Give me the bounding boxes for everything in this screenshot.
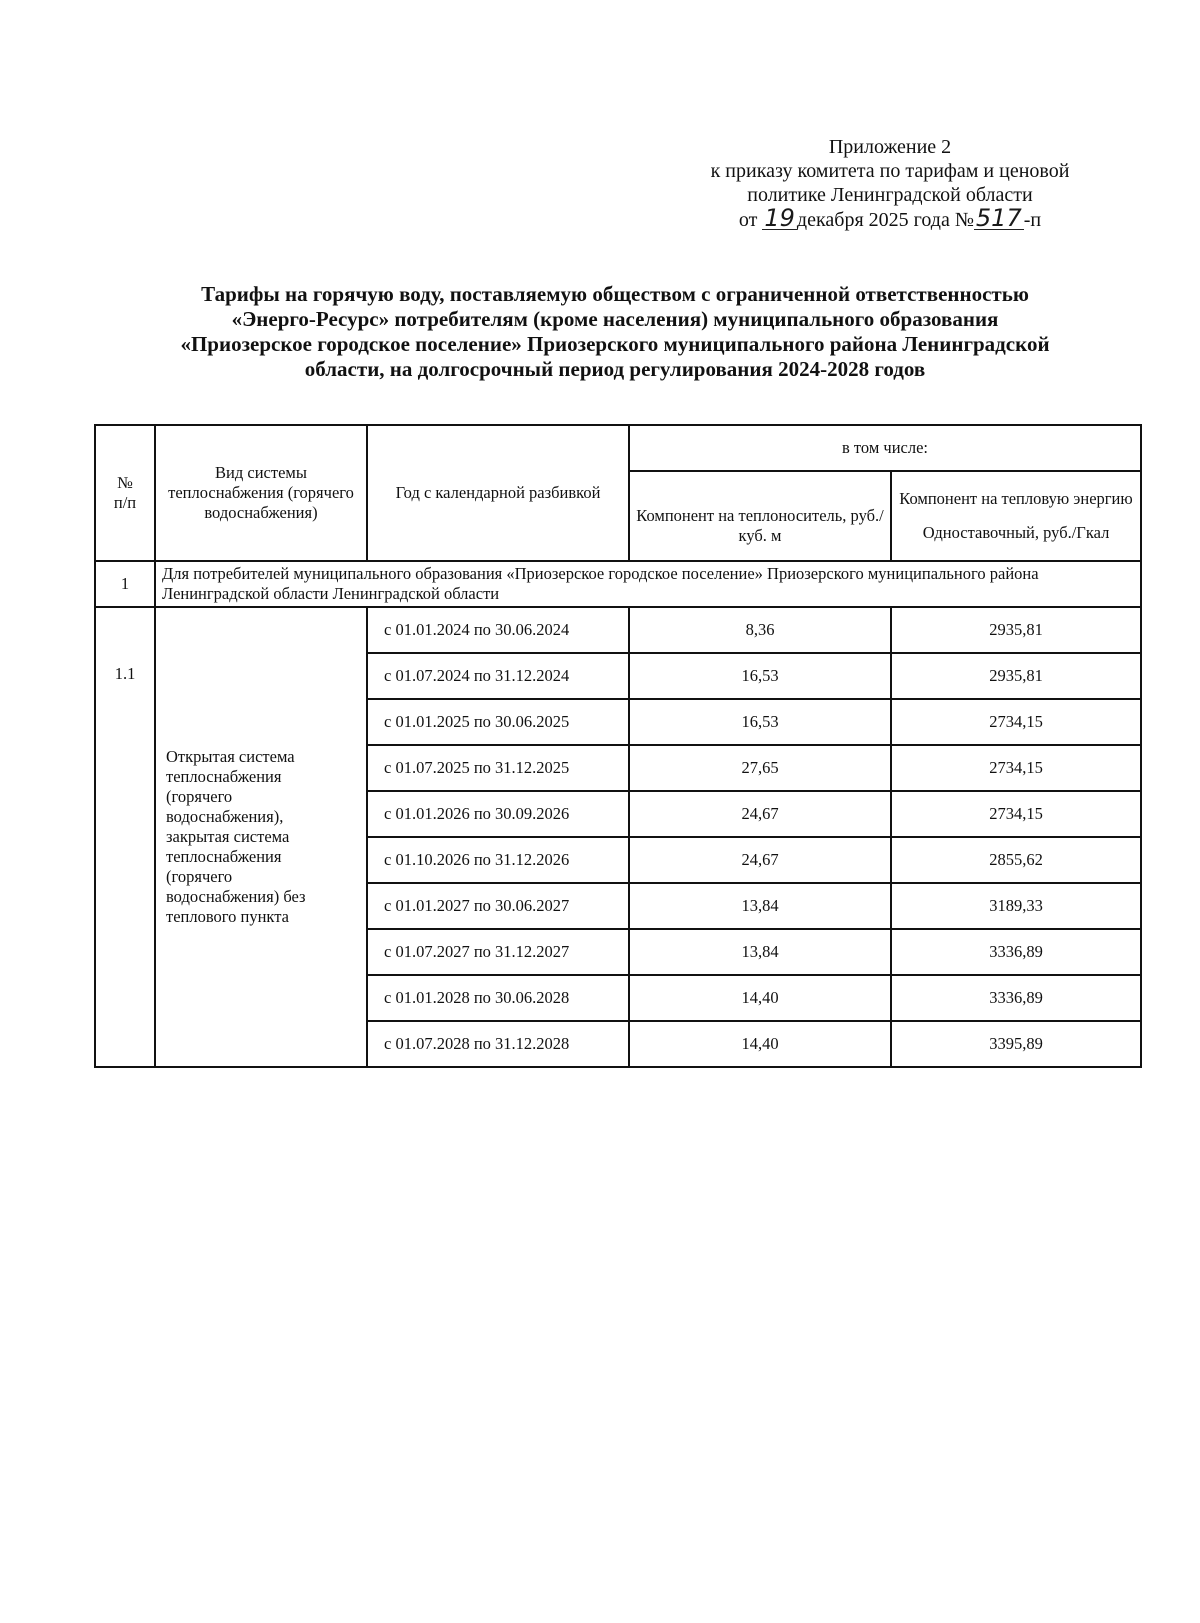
title-line-3: «Приозерское городское поселение» Приозерского муниципального района Ленинградской — [180, 332, 1050, 356]
period-cell: с 01.01.2028 по 30.06.2028 — [367, 975, 629, 1021]
section-row — [95, 561, 1141, 607]
energy-value: 2935,81 — [891, 607, 1141, 653]
tariffs-table — [94, 424, 1142, 1068]
coolant-value: 13,84 — [629, 883, 891, 929]
period-cell: с 01.07.2024 по 31.12.2024 — [367, 653, 629, 699]
document-title — [110, 282, 1120, 382]
table-row — [95, 607, 1141, 653]
energy-value: 2734,15 — [891, 699, 1141, 745]
appendix-line-2: к приказу комитета по тарифам и ценовой — [710, 160, 1070, 182]
handwritten-order-number: 517 — [975, 204, 1022, 232]
coolant-value: 16,53 — [629, 653, 891, 699]
coolant-value: 27,65 — [629, 745, 891, 791]
period-cell: с 01.01.2025 по 30.06.2025 — [367, 699, 629, 745]
energy-value: 2935,81 — [891, 653, 1141, 699]
period-cell: с 01.07.2028 по 31.12.2028 — [367, 1021, 629, 1067]
period-cell: с 01.01.2024 по 30.06.2024 — [367, 607, 629, 653]
appendix-line-3: политике Ленинградской области — [747, 184, 1033, 206]
coolant-value: 8,36 — [629, 607, 891, 653]
title-line-4: области, на долгосрочный период регулирования 2024-2028 годов — [304, 357, 926, 381]
period-cell: с 01.01.2026 по 30.09.2026 — [367, 791, 629, 837]
period-cell: с 01.01.2027 по 30.06.2027 — [367, 883, 629, 929]
energy-value: 3395,89 — [891, 1021, 1141, 1067]
appendix-prefix: от — [738, 209, 758, 231]
header-including: в том числе: — [629, 425, 1141, 471]
title-line-2: «Энерго-Ресурс» потребителям (кроме населения) муниципального образования — [231, 307, 999, 331]
period-cell: с 01.07.2025 по 31.12.2025 — [367, 745, 629, 791]
header-system: Вид системы теплоснабжения (горячего водоснабжения) — [155, 425, 367, 561]
header-num: № п/п — [95, 425, 155, 561]
coolant-value: 16,53 — [629, 699, 891, 745]
coolant-value: 24,67 — [629, 791, 891, 837]
section-num: 1 — [95, 561, 155, 607]
coolant-value: 24,67 — [629, 837, 891, 883]
energy-value: 3336,89 — [891, 929, 1141, 975]
coolant-value: 14,40 — [629, 1021, 891, 1067]
system-description: Открытая система теплоснабжения (горячего водоснабжения), закрытая система теплоснабжения (горячего водоснабжения) без теплового пункта — [155, 607, 367, 1067]
subsection-num: 1.1 — [95, 607, 155, 1067]
energy-value: 2734,15 — [891, 745, 1141, 791]
header-year: Год с календарной разбивкой — [367, 425, 629, 561]
header-row-1 — [95, 425, 1141, 471]
energy-value: 3189,33 — [891, 883, 1141, 929]
header-coolant-component: Компонент на теплоноситель, руб./куб. м — [629, 471, 891, 561]
energy-value: 3336,89 — [891, 975, 1141, 1021]
appendix-suffix: -п — [1023, 209, 1042, 231]
appendix-month-year: декабря 2025 года № — [796, 209, 974, 231]
appendix-line-1: Приложение 2 — [828, 136, 952, 158]
handwritten-day: 19 — [764, 204, 795, 232]
period-cell: с 01.10.2026 по 31.12.2026 — [367, 837, 629, 883]
energy-value: 2855,62 — [891, 837, 1141, 883]
title-line-1: Тарифы на горячую воду, поставляемую обществом с ограниченной ответственностью — [201, 282, 1029, 306]
period-cell: с 01.07.2027 по 31.12.2027 — [367, 929, 629, 975]
header-energy-component: Компонент на тепловую энергию Одноставочный, руб./Гкал — [891, 471, 1141, 561]
coolant-value: 13,84 — [629, 929, 891, 975]
section-text: Для потребителей муниципального образования «Приозерское городское поселение» Приозерского муниципального района Ленинградской области Ленинградской области — [155, 561, 1141, 607]
appendix-block — [660, 135, 1120, 232]
coolant-value: 14,40 — [629, 975, 891, 1021]
appendix-line-4 — [660, 204, 1120, 232]
energy-value: 2734,15 — [891, 791, 1141, 837]
